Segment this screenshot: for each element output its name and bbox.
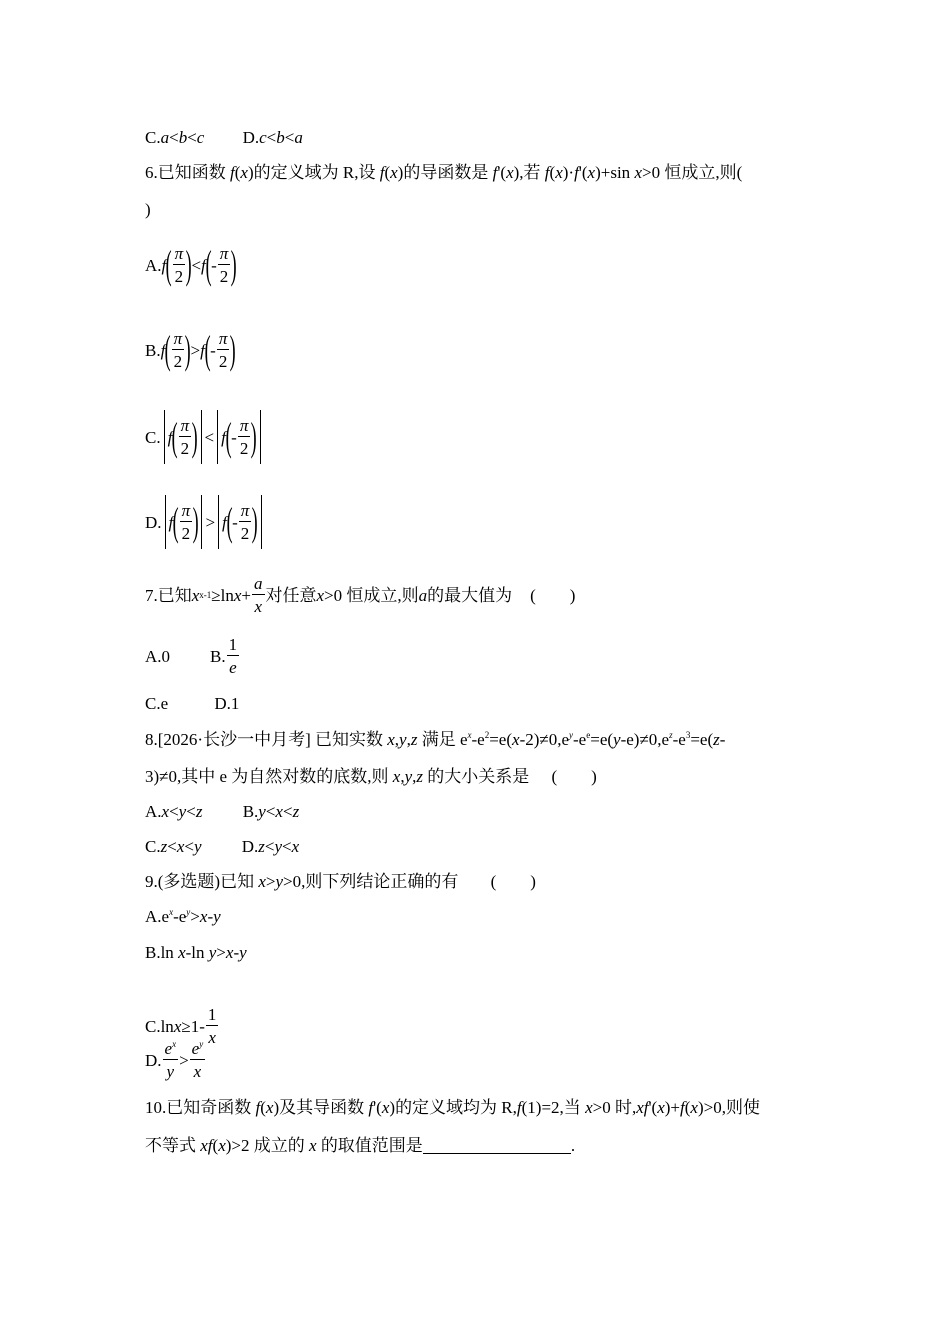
q7-option-a: A.0 (145, 646, 171, 666)
fraction: $\frac{a}{x}$ (254, 574, 263, 616)
q9-option-c: C.ln x ≥1- $\frac{1}{x}$ (145, 1005, 217, 1047)
q8-option-c: C.z<x<y (145, 837, 202, 856)
q9-option-a: $A.e^x-e^y>x-y$ (145, 907, 221, 926)
q8-stem-line1: 8.[2026·长沙一中月考] 已知实数 x,y,z 满足 $e^x-e^2=e(x-2)\ne 0,e^y-e^e=e(y-e)\ne 0,e^z-e^3=e(z-$ (145, 730, 726, 749)
q8-options-ab (145, 803, 299, 820)
q6-stem-line1: 6.已知函数 f(x)的定义域为 R,设 f(x)的导函数是 f'(x),若 f(x)·f'(x)+sin x>0 恒成立,则( (145, 163, 743, 182)
q6-option-c: C. f ( $\frac{\pi}{2}$ ) < f ( - $\frac{\pi}{2}$ ) (145, 410, 264, 464)
fraction: $\frac{\pi}{2}$ (219, 244, 229, 286)
q8-option-b: B.y<x<z (242, 802, 300, 821)
fraction: $\frac{e^x}{y}$ (164, 1039, 177, 1081)
fraction: $\frac{\pi}{2}$ (180, 416, 190, 458)
fraction: $\frac{\pi}{2}$ (173, 329, 183, 371)
answer-blank[interactable] (423, 1153, 571, 1154)
fraction: $\frac{\pi}{2}$ (218, 329, 228, 371)
q8-option-a: A.x<y<z (145, 802, 203, 821)
q6-stem-line2: ) (145, 200, 151, 219)
q7-option-d: D.1 (214, 694, 240, 713)
q9-stem: 9.(多选题)已知 x>y>0,则下列结论正确的有 ( ) (145, 872, 536, 891)
q8-stem-line2: 3)≠0,其中 e 为自然对数的底数,则 x,y,z 的大小关系是 ( ) (145, 767, 597, 786)
q8-option-d: D.z<y<x (241, 837, 300, 856)
fraction: $\frac{\pi}{2}$ (174, 244, 184, 286)
fraction: $\frac{e^y}{x}$ (191, 1039, 204, 1081)
fraction: $\frac{\pi}{2}$ (181, 501, 191, 543)
q6-option-d: D. f ( $\frac{\pi}{2}$ ) > f ( - $\frac{\pi}{2}$ ) (145, 495, 265, 549)
q7-options-ab (145, 636, 240, 676)
q5-option-d: D.c<b<a (242, 128, 303, 147)
q7-option-b: B. $\frac{1}{e}$ (210, 635, 238, 677)
q7-options-cd (145, 695, 239, 712)
q10-stem-line2: 不等式 xf(x)>2 成立的 x 的取值范围是 . (145, 1136, 576, 1155)
q10-stem-line1: 10.已知奇函数 f(x)及其导函数 f'(x)的定义域均为 R,f(1)=2,当 x>0 时,xf'(x)+f(x)>0,则使 (145, 1098, 760, 1117)
q5-option-c: C.a<b<c (145, 128, 205, 147)
q5-options-cd (145, 129, 303, 146)
fraction: $\frac{1}{e}$ (228, 635, 238, 677)
q9-option-d: D. $\frac{e^x}{y}$ > $\frac{e^y}{x}$ (145, 1039, 204, 1081)
q6-option-a: A. f ( $\frac{\pi}{2}$ ) < f ( - $\frac{\pi}{2}$ ) (145, 242, 237, 287)
q6-option-b: B. f ( $\frac{\pi}{2}$ ) > f ( - $\frac{\pi}{2}$ ) (145, 327, 237, 372)
fraction: $\frac{1}{x}$ (207, 1005, 217, 1047)
fraction: $\frac{\pi}{2}$ (239, 416, 249, 458)
fraction: $\frac{\pi}{2}$ (240, 501, 250, 543)
q8-options-cd (145, 838, 299, 855)
q9-option-b: B.ln x-ln y>x-y (145, 943, 247, 962)
q7-option-c: C.e (145, 694, 169, 713)
q7-stem: 7.已知 x x-1 ≥ln x + $\frac{a}{x}$ 对任意 x >0 恒成立,则 a 的最大值为 ( ) (145, 574, 576, 616)
